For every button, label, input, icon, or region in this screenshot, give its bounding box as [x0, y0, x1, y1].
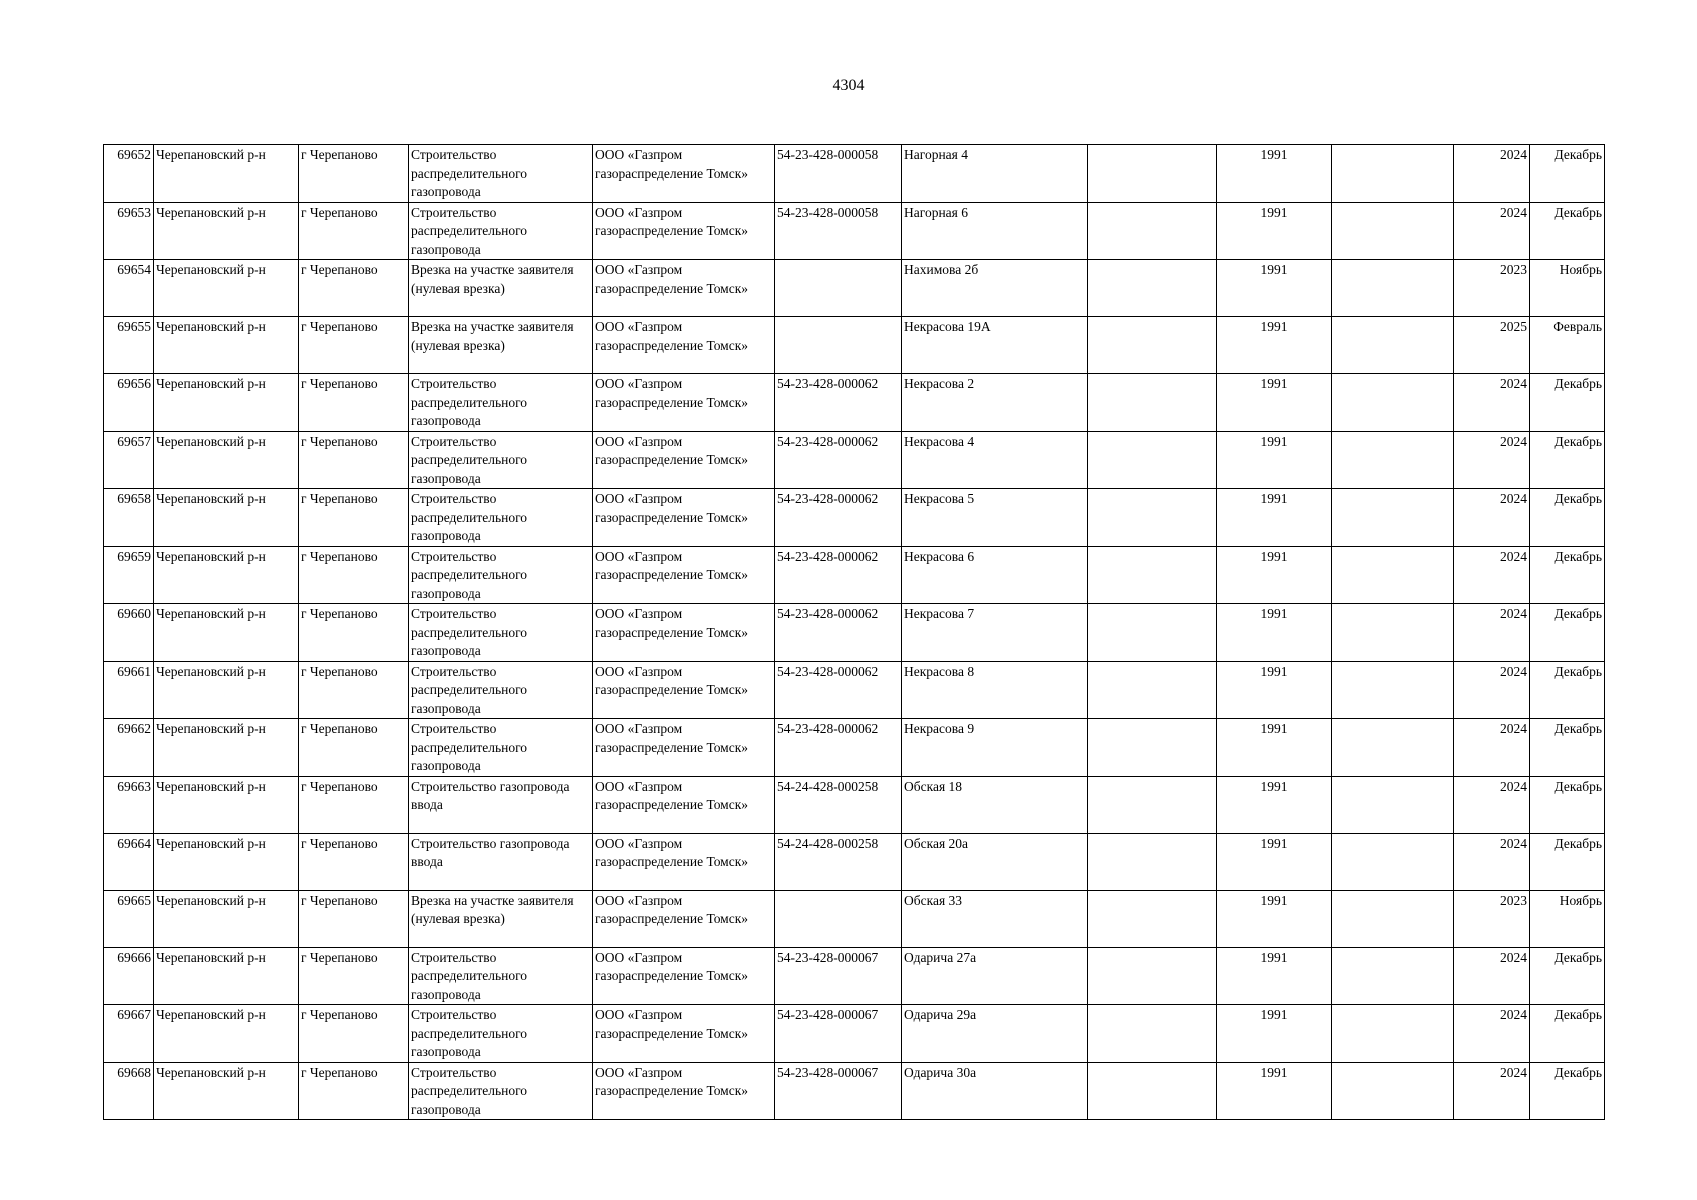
work-type-cell: Строительство распределительного газопровода: [409, 489, 593, 547]
organization-cell: ООО «Газпром газораспределение Томск»: [593, 202, 775, 260]
empty-cell: [1332, 145, 1454, 203]
plan-year-cell: 2025: [1454, 317, 1530, 374]
plan-month-cell: Декабрь: [1530, 661, 1605, 719]
plan-month-cell: Декабрь: [1530, 776, 1605, 833]
record-id-cell: 69663: [104, 776, 154, 833]
address-cell: Нагорная 6: [902, 202, 1088, 260]
table-row: [104, 890, 1605, 947]
empty-cell: [1332, 947, 1454, 1005]
record-id-cell: 69653: [104, 202, 154, 260]
empty-cell: [1332, 260, 1454, 317]
plan-month-cell: Декабрь: [1530, 546, 1605, 604]
address-cell: Некрасова 9: [902, 719, 1088, 777]
plan-month-cell: Декабрь: [1530, 202, 1605, 260]
work-type-cell: Строительство распределительного газопровода: [409, 546, 593, 604]
empty-cell: [1332, 202, 1454, 260]
district-cell: Черепановский р-н: [154, 661, 299, 719]
plan-year-cell: 2024: [1454, 1062, 1530, 1120]
plan-year-cell: 2024: [1454, 661, 1530, 719]
locality-cell: г Черепаново: [299, 719, 409, 777]
year-built-cell: 1991: [1217, 833, 1332, 890]
empty-cell: [1332, 776, 1454, 833]
object-code-cell: 54-23-428-000062: [775, 374, 902, 432]
work-type-cell: Строительство распределительного газопровода: [409, 1005, 593, 1063]
locality-cell: г Черепаново: [299, 374, 409, 432]
record-id-cell: 69662: [104, 719, 154, 777]
plan-year-cell: 2024: [1454, 374, 1530, 432]
record-id-cell: 69654: [104, 260, 154, 317]
organization-cell: ООО «Газпром газораспределение Томск»: [593, 661, 775, 719]
plan-year-cell: 2024: [1454, 947, 1530, 1005]
organization-cell: ООО «Газпром газораспределение Томск»: [593, 145, 775, 203]
locality-cell: г Черепаново: [299, 661, 409, 719]
record-id-cell: 69665: [104, 890, 154, 947]
work-type-cell: Строительство распределительного газопровода: [409, 604, 593, 662]
table-row: [104, 1005, 1605, 1063]
locality-cell: г Черепаново: [299, 833, 409, 890]
organization-cell: ООО «Газпром газораспределение Томск»: [593, 947, 775, 1005]
empty-cell: [1332, 833, 1454, 890]
table-row: [104, 260, 1605, 317]
year-built-cell: 1991: [1217, 890, 1332, 947]
organization-cell: ООО «Газпром газораспределение Томск»: [593, 260, 775, 317]
work-type-cell: Строительство газопровода ввода: [409, 833, 593, 890]
organization-cell: ООО «Газпром газораспределение Томск»: [593, 546, 775, 604]
empty-cell: [1088, 374, 1217, 432]
year-built-cell: 1991: [1217, 1005, 1332, 1063]
empty-cell: [1332, 890, 1454, 947]
plan-month-cell: Декабрь: [1530, 374, 1605, 432]
locality-cell: г Черепаново: [299, 260, 409, 317]
district-cell: Черепановский р-н: [154, 890, 299, 947]
work-type-cell: Строительство распределительного газопровода: [409, 719, 593, 777]
address-cell: Обская 33: [902, 890, 1088, 947]
object-code-cell: [775, 317, 902, 374]
work-type-cell: Строительство распределительного газопровода: [409, 431, 593, 489]
table-body: [104, 145, 1605, 1120]
year-built-cell: 1991: [1217, 202, 1332, 260]
district-cell: Черепановский р-н: [154, 489, 299, 547]
plan-month-cell: Ноябрь: [1530, 260, 1605, 317]
object-code-cell: 54-23-428-000062: [775, 546, 902, 604]
work-type-cell: Строительство распределительного газопровода: [409, 661, 593, 719]
year-built-cell: 1991: [1217, 431, 1332, 489]
plan-month-cell: Декабрь: [1530, 1005, 1605, 1063]
object-code-cell: 54-23-428-000067: [775, 1062, 902, 1120]
object-code-cell: [775, 260, 902, 317]
work-type-cell: Врезка на участке заявителя (нулевая врезка): [409, 260, 593, 317]
organization-cell: ООО «Газпром газораспределение Томск»: [593, 489, 775, 547]
address-cell: Одарича 30а: [902, 1062, 1088, 1120]
record-id-cell: 69661: [104, 661, 154, 719]
empty-cell: [1332, 374, 1454, 432]
locality-cell: г Черепаново: [299, 890, 409, 947]
empty-cell: [1088, 546, 1217, 604]
plan-year-cell: 2024: [1454, 145, 1530, 203]
table-row: [104, 489, 1605, 547]
address-cell: Некрасова 2: [902, 374, 1088, 432]
organization-cell: ООО «Газпром газораспределение Томск»: [593, 374, 775, 432]
address-cell: Одарича 29а: [902, 1005, 1088, 1063]
empty-cell: [1088, 890, 1217, 947]
work-type-cell: Строительство распределительного газопровода: [409, 374, 593, 432]
empty-cell: [1088, 947, 1217, 1005]
organization-cell: ООО «Газпром газораспределение Томск»: [593, 890, 775, 947]
organization-cell: ООО «Газпром газораспределение Томск»: [593, 833, 775, 890]
empty-cell: [1088, 1005, 1217, 1063]
year-built-cell: 1991: [1217, 947, 1332, 1005]
address-cell: Некрасова 19А: [902, 317, 1088, 374]
empty-cell: [1332, 431, 1454, 489]
locality-cell: г Черепаново: [299, 431, 409, 489]
plan-year-cell: 2024: [1454, 1005, 1530, 1063]
district-cell: Черепановский р-н: [154, 431, 299, 489]
table-row: [104, 947, 1605, 1005]
empty-cell: [1088, 489, 1217, 547]
record-id-cell: 69658: [104, 489, 154, 547]
empty-cell: [1332, 317, 1454, 374]
plan-year-cell: 2024: [1454, 719, 1530, 777]
object-code-cell: 54-24-428-000258: [775, 776, 902, 833]
year-built-cell: 1991: [1217, 489, 1332, 547]
year-built-cell: 1991: [1217, 374, 1332, 432]
empty-cell: [1088, 202, 1217, 260]
address-cell: Некрасова 7: [902, 604, 1088, 662]
object-code-cell: 54-23-428-000067: [775, 1005, 902, 1063]
plan-month-cell: Декабрь: [1530, 145, 1605, 203]
organization-cell: ООО «Газпром газораспределение Томск»: [593, 604, 775, 662]
district-cell: Черепановский р-н: [154, 1062, 299, 1120]
record-id-cell: 69660: [104, 604, 154, 662]
work-type-cell: Строительство распределительного газопровода: [409, 947, 593, 1005]
year-built-cell: 1991: [1217, 661, 1332, 719]
record-id-cell: 69667: [104, 1005, 154, 1063]
plan-year-cell: 2023: [1454, 890, 1530, 947]
empty-cell: [1088, 661, 1217, 719]
locality-cell: г Черепаново: [299, 604, 409, 662]
table-row: [104, 431, 1605, 489]
record-id-cell: 69659: [104, 546, 154, 604]
locality-cell: г Черепаново: [299, 947, 409, 1005]
empty-cell: [1332, 719, 1454, 777]
record-id-cell: 69666: [104, 947, 154, 1005]
district-cell: Черепановский р-н: [154, 202, 299, 260]
empty-cell: [1332, 1062, 1454, 1120]
object-code-cell: 54-23-428-000058: [775, 145, 902, 203]
table-row: [104, 317, 1605, 374]
organization-cell: ООО «Газпром газораспределение Томск»: [593, 1062, 775, 1120]
locality-cell: г Черепаново: [299, 1005, 409, 1063]
plan-month-cell: Декабрь: [1530, 833, 1605, 890]
locality-cell: г Черепаново: [299, 1062, 409, 1120]
empty-cell: [1332, 1005, 1454, 1063]
plan-year-cell: 2023: [1454, 260, 1530, 317]
organization-cell: ООО «Газпром газораспределение Томск»: [593, 317, 775, 374]
address-cell: Некрасова 6: [902, 546, 1088, 604]
organization-cell: ООО «Газпром газораспределение Томск»: [593, 776, 775, 833]
work-type-cell: Врезка на участке заявителя (нулевая врезка): [409, 890, 593, 947]
organization-cell: ООО «Газпром газораспределение Томск»: [593, 1005, 775, 1063]
plan-month-cell: Декабрь: [1530, 431, 1605, 489]
object-code-cell: 54-23-428-000062: [775, 661, 902, 719]
plan-year-cell: 2024: [1454, 431, 1530, 489]
table-row: [104, 833, 1605, 890]
year-built-cell: 1991: [1217, 776, 1332, 833]
record-id-cell: 69664: [104, 833, 154, 890]
table-row: [104, 546, 1605, 604]
address-cell: Некрасова 5: [902, 489, 1088, 547]
locality-cell: г Черепаново: [299, 202, 409, 260]
district-cell: Черепановский р-н: [154, 604, 299, 662]
object-code-cell: 54-24-428-000258: [775, 833, 902, 890]
empty-cell: [1088, 431, 1217, 489]
address-cell: Обская 20а: [902, 833, 1088, 890]
district-cell: Черепановский р-н: [154, 317, 299, 374]
plan-year-cell: 2024: [1454, 604, 1530, 662]
year-built-cell: 1991: [1217, 1062, 1332, 1120]
district-cell: Черепановский р-н: [154, 719, 299, 777]
empty-cell: [1332, 489, 1454, 547]
year-built-cell: 1991: [1217, 260, 1332, 317]
district-cell: Черепановский р-н: [154, 833, 299, 890]
table-row: [104, 719, 1605, 777]
year-built-cell: 1991: [1217, 604, 1332, 662]
empty-cell: [1332, 661, 1454, 719]
table-row: [104, 202, 1605, 260]
record-id-cell: 69657: [104, 431, 154, 489]
district-cell: Черепановский р-н: [154, 776, 299, 833]
empty-cell: [1088, 604, 1217, 662]
object-code-cell: 54-23-428-000062: [775, 604, 902, 662]
locality-cell: г Черепаново: [299, 546, 409, 604]
table-row: [104, 776, 1605, 833]
year-built-cell: 1991: [1217, 145, 1332, 203]
address-cell: Одарича 27а: [902, 947, 1088, 1005]
object-code-cell: 54-23-428-000062: [775, 489, 902, 547]
object-code-cell: 54-23-428-000058: [775, 202, 902, 260]
work-type-cell: Строительство распределительного газопровода: [409, 1062, 593, 1120]
empty-cell: [1088, 317, 1217, 374]
locality-cell: г Черепаново: [299, 317, 409, 374]
plan-month-cell: Декабрь: [1530, 947, 1605, 1005]
object-code-cell: 54-23-428-000062: [775, 431, 902, 489]
district-cell: Черепановский р-н: [154, 1005, 299, 1063]
address-cell: Нагорная 4: [902, 145, 1088, 203]
work-type-cell: Строительство распределительного газопровода: [409, 202, 593, 260]
year-built-cell: 1991: [1217, 546, 1332, 604]
object-code-cell: 54-23-428-000062: [775, 719, 902, 777]
year-built-cell: 1991: [1217, 719, 1332, 777]
locality-cell: г Черепаново: [299, 489, 409, 547]
plan-year-cell: 2024: [1454, 776, 1530, 833]
plan-month-cell: Декабрь: [1530, 489, 1605, 547]
plan-month-cell: Декабрь: [1530, 1062, 1605, 1120]
district-cell: Черепановский р-н: [154, 546, 299, 604]
table-row: [104, 374, 1605, 432]
record-id-cell: 69655: [104, 317, 154, 374]
empty-cell: [1332, 604, 1454, 662]
empty-cell: [1332, 546, 1454, 604]
object-code-cell: 54-23-428-000067: [775, 947, 902, 1005]
empty-cell: [1088, 1062, 1217, 1120]
district-cell: Черепановский р-н: [154, 374, 299, 432]
plan-month-cell: Декабрь: [1530, 719, 1605, 777]
record-id-cell: 69652: [104, 145, 154, 203]
plan-year-cell: 2024: [1454, 546, 1530, 604]
plan-year-cell: 2024: [1454, 489, 1530, 547]
table-row: [104, 661, 1605, 719]
record-id-cell: 69656: [104, 374, 154, 432]
organization-cell: ООО «Газпром газораспределение Томск»: [593, 719, 775, 777]
empty-cell: [1088, 260, 1217, 317]
address-cell: Обская 18: [902, 776, 1088, 833]
work-type-cell: Строительство распределительного газопровода: [409, 145, 593, 203]
page-number: 4304: [832, 77, 865, 94]
address-cell: Некрасова 4: [902, 431, 1088, 489]
work-type-cell: Строительство газопровода ввода: [409, 776, 593, 833]
plan-month-cell: Декабрь: [1530, 604, 1605, 662]
locality-cell: г Черепаново: [299, 776, 409, 833]
table-row: [104, 604, 1605, 662]
empty-cell: [1088, 145, 1217, 203]
year-built-cell: 1991: [1217, 317, 1332, 374]
plan-month-cell: Ноябрь: [1530, 890, 1605, 947]
locality-cell: г Черепаново: [299, 145, 409, 203]
table-row: [104, 1062, 1605, 1120]
organization-cell: ООО «Газпром газораспределение Томск»: [593, 431, 775, 489]
work-type-cell: Врезка на участке заявителя (нулевая врезка): [409, 317, 593, 374]
plan-month-cell: Февраль: [1530, 317, 1605, 374]
empty-cell: [1088, 719, 1217, 777]
address-cell: Некрасова 8: [902, 661, 1088, 719]
address-cell: Нахимова 2б: [902, 260, 1088, 317]
record-id-cell: 69668: [104, 1062, 154, 1120]
object-code-cell: [775, 890, 902, 947]
table-row: [104, 145, 1605, 203]
gasification-registry-table: [103, 144, 1605, 1120]
district-cell: Черепановский р-н: [154, 145, 299, 203]
empty-cell: [1088, 833, 1217, 890]
district-cell: Черепановский р-н: [154, 947, 299, 1005]
empty-cell: [1088, 776, 1217, 833]
plan-year-cell: 2024: [1454, 202, 1530, 260]
plan-year-cell: 2024: [1454, 833, 1530, 890]
district-cell: Черепановский р-н: [154, 260, 299, 317]
